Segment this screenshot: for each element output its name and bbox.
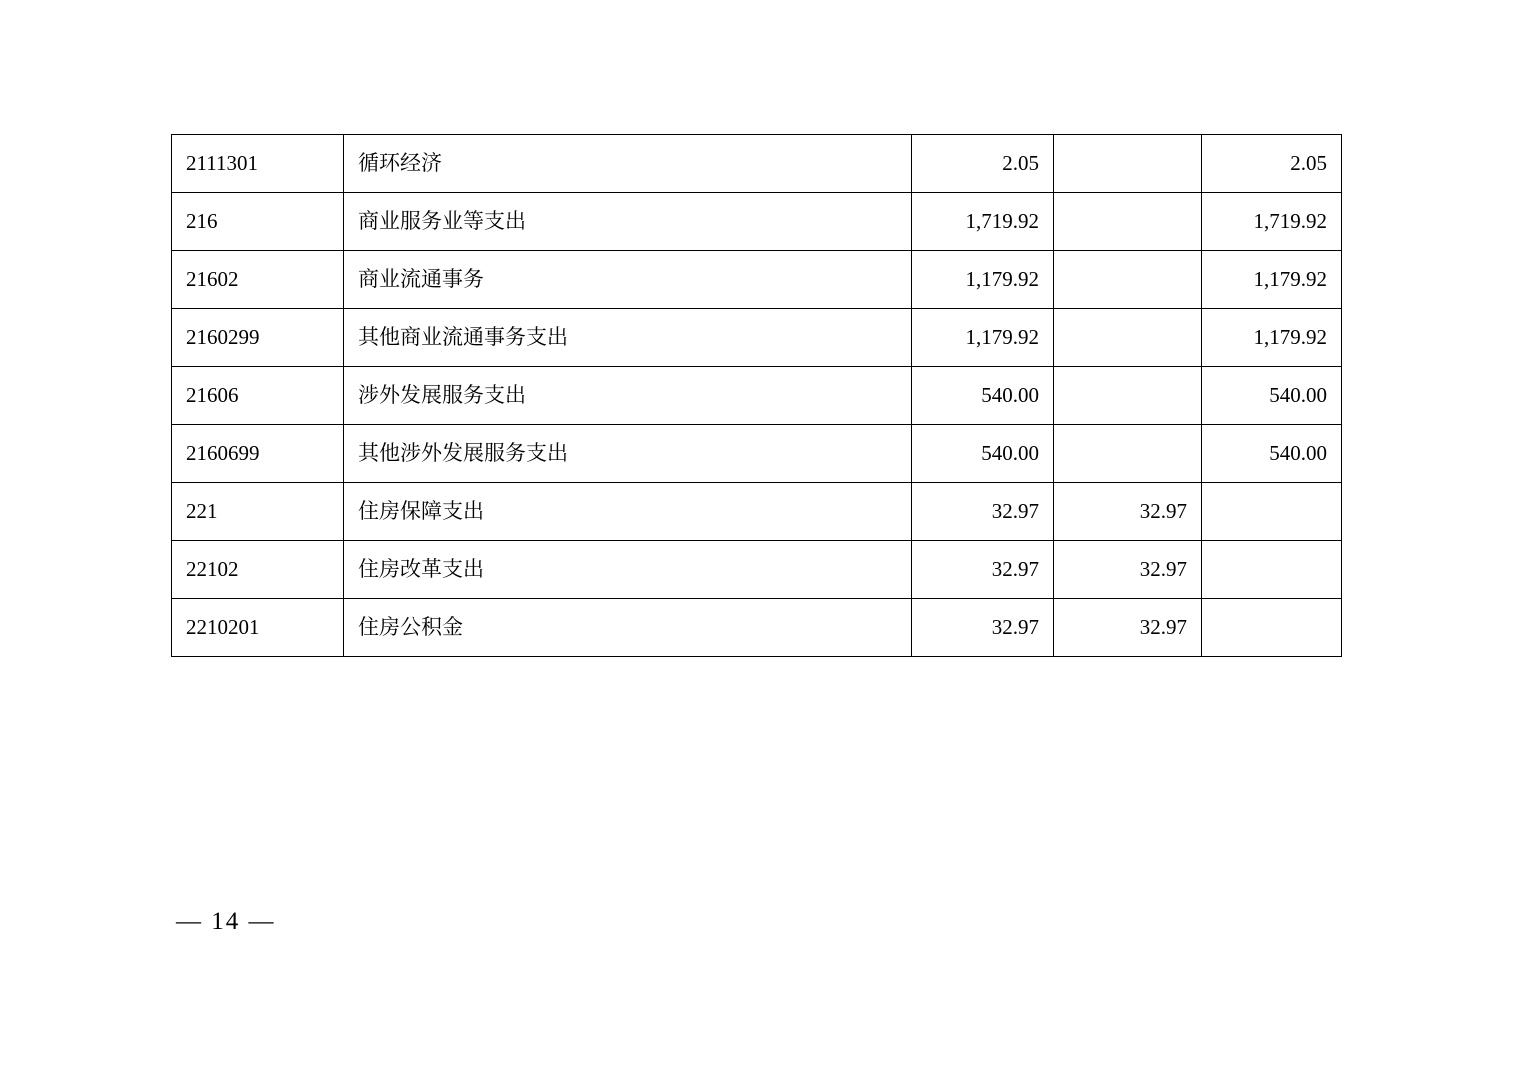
cell-basic-amount: [1054, 251, 1202, 309]
cell-project-amount: [1202, 599, 1342, 657]
cell-total-amount: 32.97: [912, 599, 1054, 657]
cell-item-name: 住房保障支出: [344, 483, 912, 541]
cell-code: 2111301: [172, 135, 344, 193]
cell-project-amount: [1202, 541, 1342, 599]
cell-total-amount: 1,719.92: [912, 193, 1054, 251]
cell-basic-amount: 32.97: [1054, 483, 1202, 541]
cell-item-name: 涉外发展服务支出: [344, 367, 912, 425]
cell-total-amount: 32.97: [912, 541, 1054, 599]
table-row: [172, 483, 1342, 541]
cell-project-amount: 1,719.92: [1202, 193, 1342, 251]
cell-code: 216: [172, 193, 344, 251]
cell-basic-amount: [1054, 367, 1202, 425]
table-row: [172, 599, 1342, 657]
table-row: [172, 541, 1342, 599]
cell-project-amount: 1,179.92: [1202, 309, 1342, 367]
cell-basic-amount: 32.97: [1054, 599, 1202, 657]
cell-total-amount: 540.00: [912, 425, 1054, 483]
cell-code: 221: [172, 483, 344, 541]
cell-total-amount: 1,179.92: [912, 251, 1054, 309]
cell-project-amount: 1,179.92: [1202, 251, 1342, 309]
cell-basic-amount: 32.97: [1054, 541, 1202, 599]
cell-total-amount: 32.97: [912, 483, 1054, 541]
cell-code: 21606: [172, 367, 344, 425]
cell-basic-amount: [1054, 135, 1202, 193]
cell-item-name: 住房公积金: [344, 599, 912, 657]
table-row: [172, 135, 1342, 193]
cell-project-amount: 540.00: [1202, 367, 1342, 425]
cell-project-amount: 2.05: [1202, 135, 1342, 193]
cell-project-amount: 540.00: [1202, 425, 1342, 483]
cell-total-amount: 1,179.92: [912, 309, 1054, 367]
cell-basic-amount: [1054, 309, 1202, 367]
page-number: — 14 —: [176, 908, 276, 935]
budget-expenditure-table: [171, 134, 1342, 657]
cell-code: 2160699: [172, 425, 344, 483]
cell-code: 22102: [172, 541, 344, 599]
cell-item-name: 商业服务业等支出: [344, 193, 912, 251]
cell-code: 2210201: [172, 599, 344, 657]
table-row: [172, 367, 1342, 425]
cell-basic-amount: [1054, 193, 1202, 251]
cell-code: 21602: [172, 251, 344, 309]
cell-item-name: 其他涉外发展服务支出: [344, 425, 912, 483]
cell-item-name: 其他商业流通事务支出: [344, 309, 912, 367]
table-row: [172, 425, 1342, 483]
table-body: [172, 135, 1342, 657]
cell-project-amount: [1202, 483, 1342, 541]
table-row: [172, 309, 1342, 367]
cell-total-amount: 540.00: [912, 367, 1054, 425]
cell-item-name: 循环经济: [344, 135, 912, 193]
cell-code: 2160299: [172, 309, 344, 367]
cell-basic-amount: [1054, 425, 1202, 483]
table-row: [172, 251, 1342, 309]
cell-item-name: 住房改革支出: [344, 541, 912, 599]
cell-total-amount: 2.05: [912, 135, 1054, 193]
cell-item-name: 商业流通事务: [344, 251, 912, 309]
table-row: [172, 193, 1342, 251]
